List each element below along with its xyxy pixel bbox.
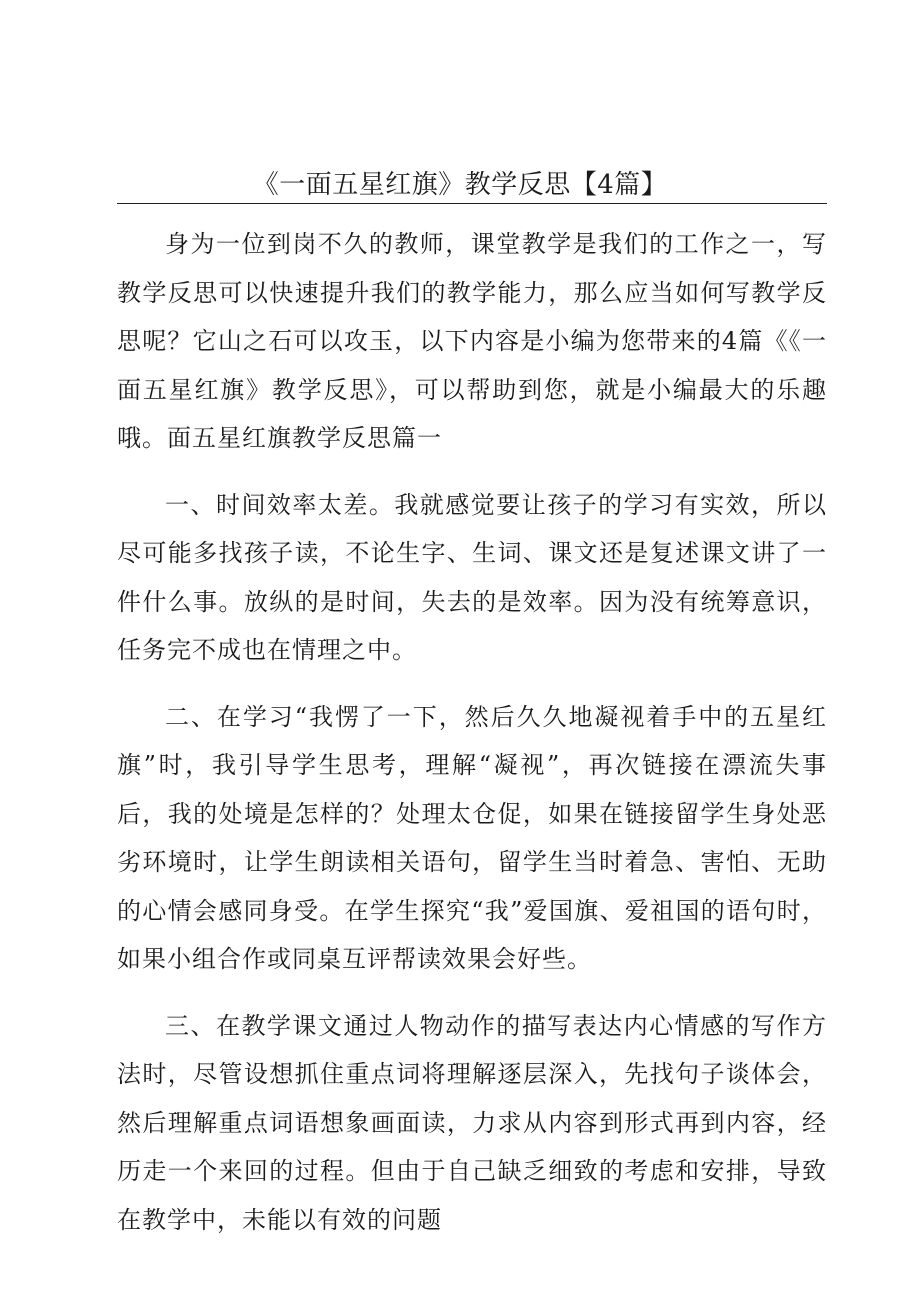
reflection-point-1: 一、时间效率太差。我就感觉要让孩子的学习有实效，所以尽可能多找孩子读，不论生字、生词、课文还是复述课文讲了一件什么事。放纵的是时间，失去的是效率。因为没有统筹意识，任务完不成也在情理之中。 [117, 490, 827, 664]
intro-paragraph: 身为一位到岗不久的教师，课堂教学是我们的工作之一，写教学反思可以快速提升我们的教学能力，那么应当如何写教学反思呢？它山之石可以攻玉，以下内容是小编为您带来的4篇《《一面五星红旗》教学反思》，可以帮助到您，就是小编最大的乐趣哦。面五星红旗教学反思篇一 [117, 230, 827, 452]
reflection-point-2: 二、在学习“我愣了一下，然后久久地凝视着手中的五星红旗”时，我引导学生思考，理解“凝视”，再次链接在漂流失事后，我的处境是怎样的？处理太仓促，如果在链接留学生身处恶劣环境时，让学生朗读相关语句，留学生当时着急、害怕、无助的心情会感同身受。在学生探究“我”爱国旗、爱祖国的语句时，如果小组合作或同桌互评帮读效果会好些。 [117, 702, 827, 973]
document-body [117, 220, 827, 1262]
title-underline [117, 203, 827, 204]
document-title: 《一面五星红旗》教学反思【4篇】 [252, 170, 668, 200]
reflection-point-3: 三、在教学课文通过人物动作的描写表达内心情感的写作方法时，尽管设想抓住重点词将理解逐层深入，先找句子谈体会，然后理解重点词语想象画面读，力求从内容到形式再到内容，经历走一个来回的过程。但由于自己缺乏细致的考虑和安排，导致在教学中，未能以有效的问题 [117, 1011, 827, 1234]
